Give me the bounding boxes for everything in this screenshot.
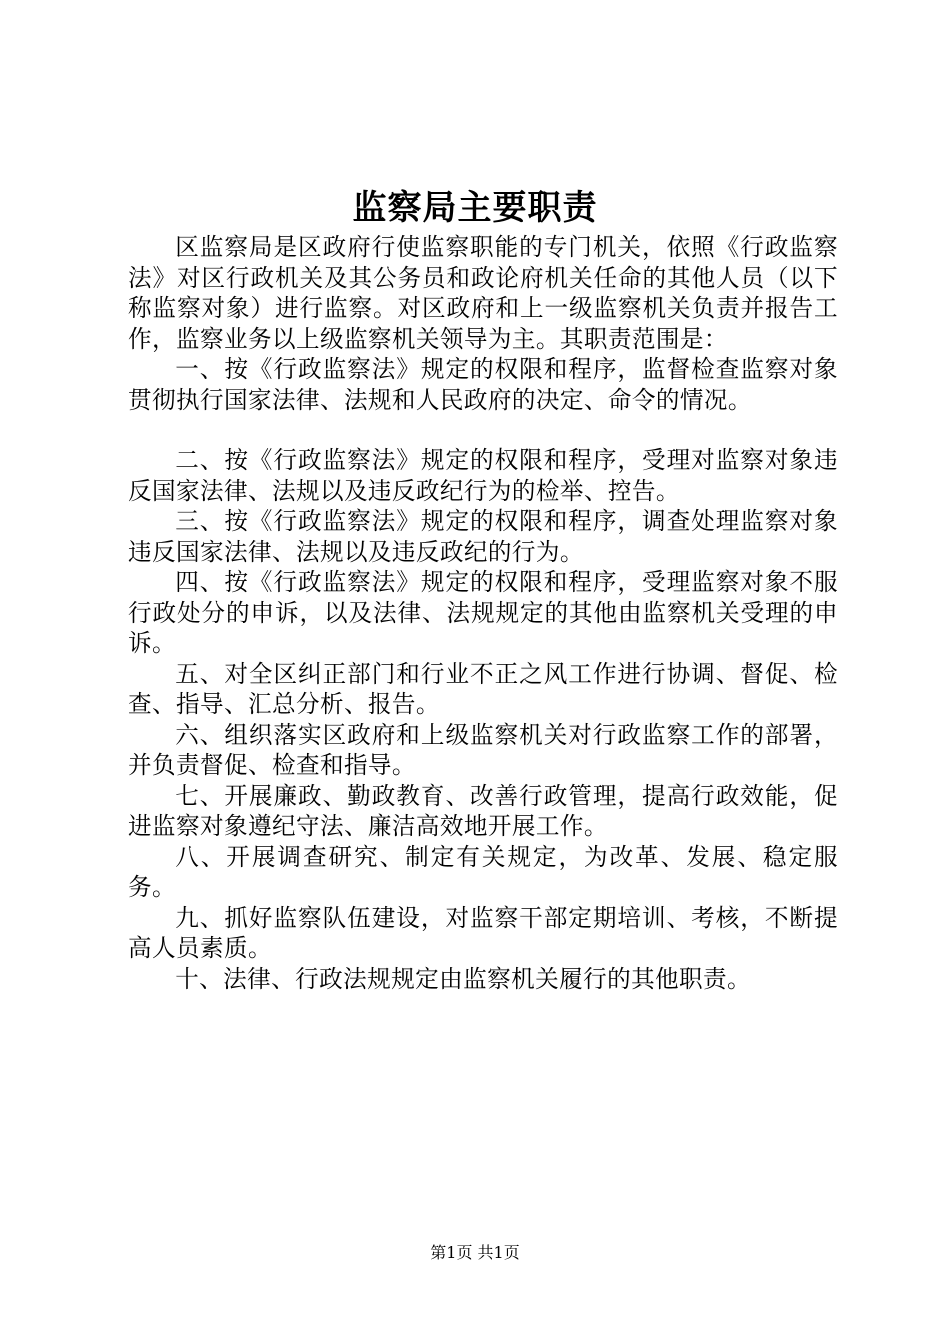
document-body [128,232,838,994]
duty-item-3: 三、按《行政监察法》规定的权限和程序，调查处理监察对象违反国家法律、法规以及违反政纪的行为。 [128,507,838,566]
duty-item-2: 二、按《行政监察法》规定的权限和程序，受理对监察对象违反国家法律、法规以及违反政纪行为的检举、控告。 [128,446,838,505]
duty-item-9: 九、抓好监察队伍建设，对监察干部定期培训、考核，不断提高人员素质。 [128,903,838,962]
duty-item-8: 八、开展调查研究、制定有关规定，为改革、发展、稳定服务。 [128,842,838,901]
duty-item-1: 一、按《行政监察法》规定的权限和程序，监督检查监察对象贯彻执行国家法律、法规和人民政府的决定、命令的情况。 [128,355,838,414]
intro-paragraph: 区监察局是区政府行使监察职能的专门机关，依照《行政监察法》对区行政机关及其公务员和政论府机关任命的其他人员（以下称监察对象）进行监察。对区政府和上一级监察机关负责并报告工作，监察业务以上级监察机关领导为主。其职责范围是： [128,233,838,353]
duty-item-4: 四、按《行政监察法》规定的权限和程序，受理监察对象不服行政处分的申诉，以及法律、法规规定的其他由监察机关受理的申诉。 [128,568,838,657]
document-title: 监察局主要职责 [352,188,598,228]
duty-item-6: 六、组织落实区政府和上级监察机关对行政监察工作的部署，并负责督促、检查和指导。 [128,720,838,779]
page-footer: 第1页 共1页 [430,1243,520,1262]
duty-item-7: 七、开展廉政、勤政教育、改善行政管理，提高行政效能，促进监察对象遵纪守法、廉洁高效地开展工作。 [128,781,838,840]
duty-item-10: 十、法律、行政法规规定由监察机关履行的其他职责。 [175,964,752,993]
duty-item-5: 五、对全区纠正部门和行业不正之风工作进行协调、督促、检查、指导、汇总分析、报告。 [128,659,838,718]
